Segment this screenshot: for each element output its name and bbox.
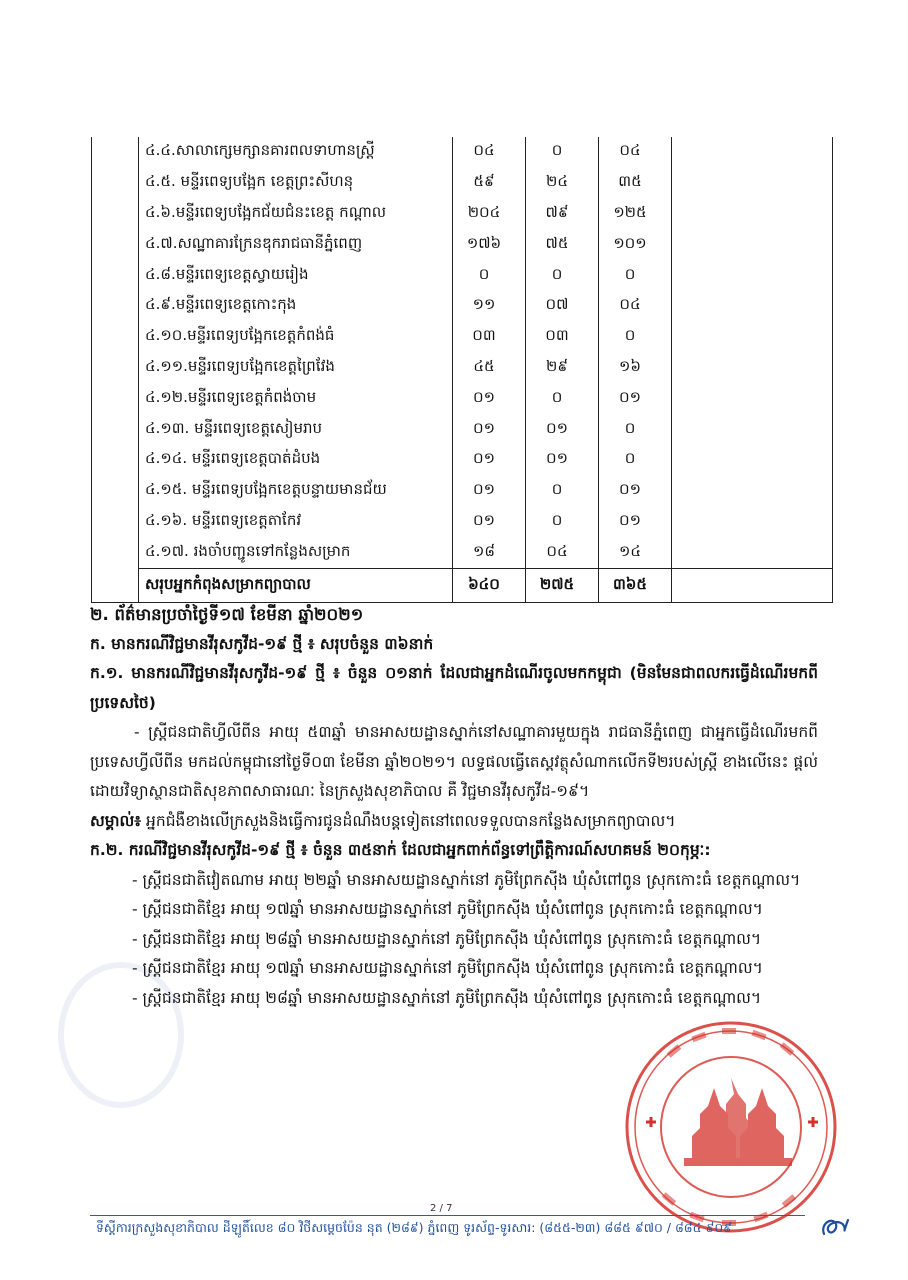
row-spacer-cell	[92, 353, 139, 384]
total-count-cell: ៤៥	[453, 353, 526, 384]
facility-name-cell: ៤.១៤. មន្ទីរពេទ្យខេត្តបាត់ដំបង	[139, 445, 453, 476]
facility-name-cell: ៤.៧.សណ្ឋាគារក្រែនឌុករាជធានីភ្នំពេញ	[139, 229, 453, 260]
row-spacer-cell	[92, 137, 139, 168]
table-row	[92, 137, 833, 168]
row-spacer-cell	[92, 199, 139, 230]
blank-cell	[672, 476, 833, 507]
blank-cell	[672, 322, 833, 353]
count-c-cell: ០១	[599, 476, 672, 507]
table-row	[92, 260, 833, 291]
count-c-cell: ០	[599, 260, 672, 291]
case-bullet: - ស្ត្រីជនជាតិខ្មែរ អាយុ ២៨ឆ្នាំ មានអាសយដ្ឋានស្នាក់នៅ ភូមិព្រែកស៊ីង ឃុំសំពៅពូន ស្រុកកោះធំ ខេត្តកណ្តាល។	[132, 929, 762, 948]
facility-name-cell: ៤.១៦. មន្ទីរពេទ្យខេត្តតាកែវ	[139, 507, 453, 538]
ka1-title: ក.១. មានករណីវិជ្ជមានវីរុសកូវីដ-១៩ ថ្មី ៖ ចំនួន ០១នាក់ ដែលជាអ្នកដំណើរចូលមកកម្ពុជា (មិនមែនជាពលករធ្វើដំណើរមកពីប្រទេសថៃ)	[90, 664, 818, 712]
count-b-cell: ៧៩	[526, 199, 599, 230]
note-label: សម្គាល់៖	[90, 811, 142, 830]
total-count-cell: ២០៤	[453, 199, 526, 230]
row-spacer-cell	[92, 168, 139, 199]
case-bullet: - ស្ត្រីជនជាតិវៀតណាម អាយុ ២២ឆ្នាំ មានអាសយដ្ឋានស្នាក់នៅ ភូមិព្រែកស៊ីង ឃុំសំពៅពូន ស្រុកកោះធំ ខេត្តកណ្តាល។	[132, 870, 801, 889]
count-c-cell: ១៦	[599, 353, 672, 384]
report-body	[90, 600, 818, 1013]
facility-name-cell: ៤.៦.មន្ទីរពេទ្យបង្អែកជ័យជំនះខេត្ត កណ្តាល	[139, 199, 453, 230]
facility-name-cell: ៤.១១.មន្ទីរពេទ្យបង្អែកខេត្តព្រៃវែង	[139, 353, 453, 384]
count-b-cell: ០៤	[526, 537, 599, 568]
facility-name-cell: ៤.៨.មន្ទីរពេទ្យខេត្តស្វាយរៀង	[139, 260, 453, 291]
blank-cell	[672, 414, 833, 445]
total-count-cell: ០១	[453, 383, 526, 414]
note-text: អ្នកជំងឺខាងលើក្រសួងនិងធ្វើការជូនដំណឹងបន្តទៀតនៅពេលទទួលបានកន្លែងសម្រាកព្យាបាល។	[141, 811, 676, 830]
total-count-cell: ០១	[453, 476, 526, 507]
row-spacer-cell	[92, 569, 139, 603]
table-row	[92, 199, 833, 230]
facility-name-cell: ៤.៤.សាលាក្សេមក្សានគារពលទាហានស្ត្រី	[139, 137, 453, 168]
count-b-cell: ០	[526, 507, 599, 538]
facility-name-cell: ៤.៥. មន្ទីរពេទ្យបង្អែក ខេត្តព្រះសីហនុ	[139, 168, 453, 199]
count-b-cell: ២៤	[526, 168, 599, 199]
ka-title: ក. មានករណីវិជ្ជមានវីរុសកូវីដ-១៩ ថ្មី ៖ សរុបចំនួន ៣៦នាក់	[90, 634, 434, 653]
count-b-cell: ០១	[526, 445, 599, 476]
ka1-paragraph: - ស្ត្រីជនជាតិហ្វីលីពីន អាយុ ៥៣ឆ្នាំ មានអាសយដ្ឋានស្នាក់នៅសណ្ឋាគារមួយក្នុង រាជធានីភ្នំពេញ ជាអ្នកធ្វើដំណើរមកពីប្រទេសហ្វីលីពីន មកដល់កម្ពុជានៅថ្ងៃទី០៣ ខែមីនា ឆ្នាំ២០២១។ លទ្ធផលធ្វើតេស្តវត្ថុសំណាកលើកទី២របស់ស្ត្រី ខាងលើនេះ ផ្តល់ដោយវិទ្យាស្ថានជាតិសុខភាពសាធារណៈ នៃក្រសួងសុខាភិបាល គឺ វិជ្ជមានវីរុសកូវីដ-១៩។	[90, 723, 818, 800]
count-c-cell: ១០១	[599, 229, 672, 260]
blank-cell	[672, 353, 833, 384]
table-total-row	[92, 569, 833, 603]
facility-name-cell: ៤.១០.មន្ទីរពេទ្យបង្អែកខេត្តកំពង់ធំ	[139, 322, 453, 353]
table-row	[92, 507, 833, 538]
blank-cell	[672, 507, 833, 538]
count-b-cell: ០៣	[526, 322, 599, 353]
facility-name-cell: សរុបអ្នកកំពុងសម្រាកព្យាបាល	[139, 569, 453, 603]
blank-cell	[672, 445, 833, 476]
table-row	[92, 168, 833, 199]
count-b-cell: ២៩	[526, 353, 599, 384]
count-c-cell: ០	[599, 414, 672, 445]
count-c-cell: ០១	[599, 507, 672, 538]
blank-cell	[672, 260, 833, 291]
table-row	[92, 445, 833, 476]
table-row	[92, 383, 833, 414]
total-count-cell: ០	[453, 260, 526, 291]
count-b-cell: ២៧៥	[526, 569, 599, 603]
total-count-cell: ៥៩	[453, 168, 526, 199]
row-spacer-cell	[92, 445, 139, 476]
table-row	[92, 353, 833, 384]
count-c-cell: ០៤	[599, 137, 672, 168]
total-count-cell: ៦៤០	[453, 569, 526, 603]
total-count-cell: ០៣	[453, 322, 526, 353]
count-c-cell: ១៤	[599, 537, 672, 568]
count-b-cell: ០	[526, 383, 599, 414]
footer-address: ទីស្តីការក្រសួងសុខាភិបាល ដីឡូតិ៍លេខ ៨០ វិថីសម្តេចប៉ែន នុត (២៨៩) ភ្នំពេញ ទូរស័ព្ទ-ទូរសារ: (៨៥៥-២៣) ៨៨៥ ៩៧០ / ៨៨៤ ៩០៩	[96, 1220, 733, 1235]
count-b-cell: ៧៥	[526, 229, 599, 260]
case-bullet: - ស្ត្រីជនជាតិខ្មែរ អាយុ ១៧ឆ្នាំ មានអាសយដ្ឋានស្នាក់នៅ ភូមិព្រែកស៊ីង ឃុំសំពៅពូន ស្រុកកោះធំ ខេត្តកណ្តាល។	[132, 959, 763, 977]
count-c-cell: ១២៥	[599, 199, 672, 230]
count-c-cell: ៣៥	[599, 168, 672, 199]
blank-cell	[672, 168, 833, 199]
cases-table	[91, 137, 833, 603]
blank-cell	[672, 383, 833, 414]
total-count-cell: ០១	[453, 414, 526, 445]
table-row	[92, 537, 833, 568]
table-row	[92, 291, 833, 322]
count-c-cell: ០១	[599, 383, 672, 414]
facility-name-cell: ៤.១៣. មន្ទីរពេទ្យខេត្តសៀមរាប	[139, 414, 453, 445]
row-spacer-cell	[92, 322, 139, 353]
count-b-cell: ០	[526, 260, 599, 291]
case-bullet: - ស្ត្រីជនជាតិខ្មែរ អាយុ ២៨ឆ្នាំ មានអាសយដ្ឋានស្នាក់នៅ ភូមិព្រែកស៊ីង ឃុំសំពៅពូន ស្រុកកោះធំ ខេត្តកណ្តាល។	[132, 988, 762, 1007]
table-row	[92, 229, 833, 260]
facility-name-cell: ៤.១៧. រងចាំបញ្ជូនទៅកន្លែងសម្រាក	[139, 537, 453, 568]
row-spacer-cell	[92, 507, 139, 538]
table-row	[92, 476, 833, 507]
count-b-cell: ០	[526, 137, 599, 168]
blank-cell	[672, 569, 833, 603]
facility-name-cell: ៤.៩.មន្ទីរពេទ្យខេត្តកោះកុង	[139, 291, 453, 322]
total-count-cell: ១៧៦	[453, 229, 526, 260]
row-spacer-cell	[92, 414, 139, 445]
count-c-cell: ០៤	[599, 291, 672, 322]
count-c-cell: ០	[599, 445, 672, 476]
table-row	[92, 322, 833, 353]
row-spacer-cell	[92, 537, 139, 568]
row-spacer-cell	[92, 260, 139, 291]
section-2-title: ២. ព័ត៌មានប្រចាំថ្ងៃទី១៧ ខែមីនា ឆ្នាំ២០២១	[90, 605, 364, 624]
blank-cell	[672, 291, 833, 322]
count-b-cell: ០	[526, 476, 599, 507]
facility-name-cell: ៤.១៥. មន្ទីរពេទ្យបង្អែកខេត្តបន្ទាយមានជ័យ	[139, 476, 453, 507]
row-spacer-cell	[92, 291, 139, 322]
ministry-seal	[622, 1018, 840, 1236]
total-count-cell: ០១	[453, 507, 526, 538]
count-b-cell: ០៧	[526, 291, 599, 322]
case-bullet: - ស្ត្រីជនជាតិខ្មែរ អាយុ ១៧ឆ្នាំ មានអាសយដ្ឋានស្នាក់នៅ ភូមិព្រែកស៊ីង ឃុំសំពៅពូន ស្រុកកោះធំ ខេត្តកណ្តាល។	[132, 900, 763, 918]
table-row	[92, 414, 833, 445]
blank-cell	[672, 537, 833, 568]
blank-cell	[672, 137, 833, 168]
total-count-cell: ០៤	[453, 137, 526, 168]
blank-cell	[672, 199, 833, 230]
total-count-cell: ១១	[453, 291, 526, 322]
count-c-cell: ០	[599, 322, 672, 353]
count-c-cell: ៣៦៥	[599, 569, 672, 603]
page-number: 2 / 7	[430, 1203, 453, 1214]
row-spacer-cell	[92, 229, 139, 260]
ka2-title: ក.២. ករណីវិជ្ជមានវីរុសកូវីដ-១៩ ថ្មី ៖ ចំនួន ៣៥នាក់ ដែលជាអ្នកពាក់ព័ន្ធទៅព្រឹត្តិការណ៍សហគមន៍ ២០កុម្ភៈ:	[90, 841, 711, 859]
facility-name-cell: ៤.១២.មន្ទីរពេទ្យខេត្តកំពង់ចាម	[139, 383, 453, 414]
blank-cell	[672, 229, 833, 260]
row-spacer-cell	[92, 476, 139, 507]
total-count-cell: ០១	[453, 445, 526, 476]
faint-stamp-mark	[56, 960, 186, 1110]
count-b-cell: ០១	[526, 414, 599, 445]
total-count-cell: ១៨	[453, 537, 526, 568]
initials-signature	[818, 1210, 852, 1244]
note-line	[90, 807, 818, 837]
footer-rule	[90, 1215, 805, 1216]
row-spacer-cell	[92, 383, 139, 414]
